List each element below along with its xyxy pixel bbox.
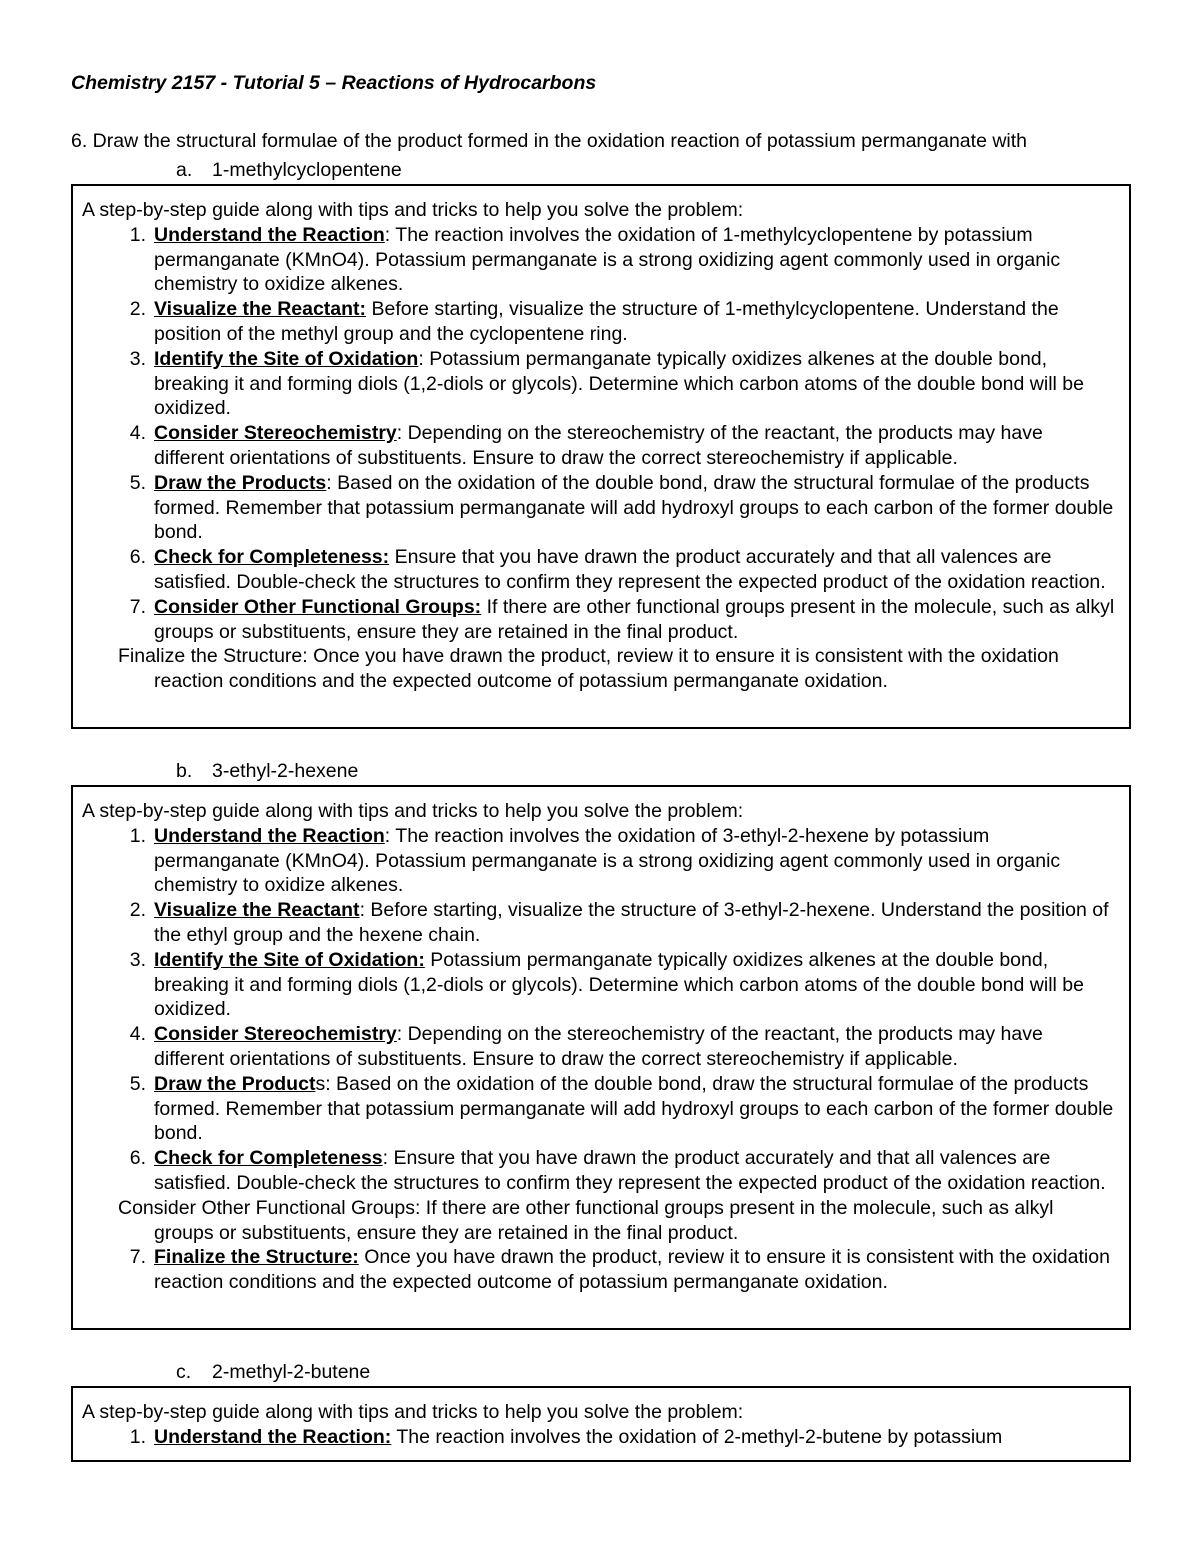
guide-intro: A step-by-step guide along with tips and tricks to help you solve the problem: <box>82 800 744 822</box>
guide-step: 1. Understand the Reaction: The reaction involves the oxidation of 2-methyl-2-butene by potassium <box>129 1425 1003 1448</box>
question-6: 6. Draw the structural formulae of the product formed in the oxidation reaction of potassium permanganate with <box>71 130 1028 152</box>
subquestion-compound: 2-methyl-2-butene <box>212 1361 371 1383</box>
step-term: Visualize the Reactant <box>154 899 360 922</box>
step-text: If there are other functional groups present in the molecule, such as alkyl groups or substituents, ensure they are retained in the final product. <box>154 595 1115 643</box>
step-term: Understand the Reaction <box>154 824 385 847</box>
guide-intro: A step-by-step guide along with tips and tricks to help you solve the problem: <box>82 1401 744 1423</box>
step-text: Once you have drawn the product, review it to ensure it is consistent with the oxidation reaction conditions and the expected outcome of potassium permanganate oxidation. <box>154 1246 1110 1294</box>
step-text: : Based on the oxidation of the double bond, draw the structural formulae of the products formed. Remember that potassium permanganate will add hydroxyl groups to each carbon of the former double bond. <box>154 471 1114 544</box>
guide-step: 2. Visualize the Reactant: Before starting, visualize the structure of 1-methylcyclopentene. Understand the position of the methyl group and the cyclopentene ring. <box>129 298 1059 345</box>
subquestion-compound: 1-methylcyclopentene <box>212 159 402 181</box>
step-term: Identify the Site of Oxidation: <box>154 948 425 971</box>
guide-intro: A step-by-step guide along with tips and tricks to help you solve the problem: <box>82 199 744 221</box>
step-term: Consider Stereochemistry <box>154 1023 397 1046</box>
step-text: The reaction involves the oxidation of 2-methyl-2-butene by potassium <box>391 1425 1003 1448</box>
step-text: : Depending on the stereochemistry of the reactant, the products may have different orientations of substituents. Ensure to draw the correct stereochemistry if applicable. <box>154 422 1043 469</box>
step-term: Visualize the Reactant: <box>154 298 367 321</box>
step-term: Finalize the Structure: <box>154 1246 359 1269</box>
guide-box-c <box>71 1386 1131 1462</box>
step-term: Consider Other Functional Groups: <box>154 595 482 618</box>
step-text: : Ensure that you have drawn the product accurately and that all valences are satisfied. Double-check the structures to confirm they represent the expected product of the oxidation reaction. <box>154 1147 1106 1194</box>
guide-step: 1. Understand the Reaction: The reaction involves the oxidation of 1-methylcyclopentene by potassium permanganate (KMnO4). Potassium permanganate is a strong oxidizing agent commonly used in organic chemistry to oxidize alkenes. <box>129 223 1061 296</box>
subquestion-compound: 3-ethyl-2-hexene <box>212 760 359 782</box>
guide-step: 7. Consider Other Functional Groups: If there are other functional groups present in the molecule, such as alkyl groups or substituents, ensure they are retained in the final product. <box>129 595 1115 643</box>
guide-box-b <box>71 785 1131 1330</box>
guide-box-a <box>71 184 1131 729</box>
step-term: Check for Completeness: <box>154 546 390 569</box>
guide-step: 5. Draw the Products: Based on the oxidation of the double bond, draw the structural formulae of the products formed. Remember that potassium permanganate will add hydroxyl groups to each carbon of the former double bond. <box>129 1072 1114 1145</box>
guide-step: 6. Check for Completeness: Ensure that you have drawn the product accurately and that all valences are satisfied. Double-check the structures to confirm they represent the expected product of the oxidation reaction. <box>129 546 1106 593</box>
document-title: Chemistry 2157 - Tutorial 5 – Reactions of Hydrocarbons <box>71 72 597 94</box>
step-text: : Depending on the stereochemistry of the reactant, the products may have different orientations of substituents. Ensure to draw the correct stereochemistry if applicable. <box>154 1023 1043 1070</box>
step-term: Draw the Products <box>154 471 327 494</box>
step-text: Ensure that you have drawn the product accurately and that all valences are satisfied. Double-check the structures to confirm they represent the expected product of the oxidation reaction. <box>154 546 1106 593</box>
guide-step: 5. Draw the Products: Based on the oxidation of the double bond, draw the structural formulae of the products formed. Remember that potassium permanganate will add hydroxyl groups to each carbon of the former double bond. <box>129 471 1114 544</box>
step-term: Check for Completeness <box>154 1147 383 1170</box>
guide-step: 1. Understand the Reaction: The reaction involves the oxidation of 3-ethyl-2-hexene by potassium permanganate (KMnO4). Potassium permanganate is a strong oxidizing agent commonly used in organic chemistry to oxidize alkenes. <box>129 824 1061 897</box>
guide-middle-note: Consider Other Functional Groups: If there are other functional groups present in the molecule, such as alkyl groups or substituents, ensure they are retained in the final product. <box>118 1196 1054 1244</box>
guide-step: 4. Consider Stereochemistry: Depending on the stereochemistry of the reactant, the products may have different orientations of substituents. Ensure to draw the correct stereochemistry if applicable. <box>129 1023 1043 1070</box>
guide-step: 3. Identify the Site of Oxidation: Potassium permanganate typically oxidizes alkenes at the double bond, breaking it and forming diols (1,2-diols or glycols). Determine which carbon atoms of the double bond will be oxidized. <box>129 347 1084 420</box>
subquestion-letter: c. <box>176 1361 192 1383</box>
step-text: : Potassium permanganate typically oxidizes alkenes at the double bond, breaking it and forming diols (1,2-diols or glycols). Determine which carbon atoms of the double bond will be oxidized. <box>154 347 1084 420</box>
guide-step: 3. Identify the Site of Oxidation: Potassium permanganate typically oxidizes alkenes at the double bond, breaking it and forming diols (1,2-diols or glycols). Determine which carbon atoms of the double bond will be oxidized. <box>129 948 1084 1021</box>
guide-closing: Finalize the Structure: Once you have drawn the product, review it to ensure it is consistent with the oxidation reaction conditions and the expected outcome of potassium permanganate oxidation. <box>118 645 1059 693</box>
step-text: Before starting, visualize the structure of 1-methylcyclopentene. Understand the position of the methyl group and the cyclopentene ring. <box>154 298 1059 345</box>
guide-step: 2. Visualize the Reactant: Before starting, visualize the structure of 3-ethyl-2-hexene. Understand the position of the ethyl group and the hexene chain. <box>129 899 1109 946</box>
step-text: Potassium permanganate typically oxidizes alkenes at the double bond, breaking it and forming diols (1,2-diols or glycols). Determine which carbon atoms of the double bond will be oxidized. <box>154 948 1084 1021</box>
guide-step: 6. Check for Completeness: Ensure that you have drawn the product accurately and that all valences are satisfied. Double-check the structures to confirm they represent the expected product of the oxidation reaction. <box>129 1147 1106 1194</box>
step-text: : Before starting, visualize the structure of 3-ethyl-2-hexene. Understand the position of the ethyl group and the hexene chain. <box>154 899 1109 946</box>
step-term: Consider Stereochemistry <box>154 422 397 445</box>
subquestion-c-label <box>176 1361 370 1384</box>
subquestion-b-label <box>176 760 358 783</box>
step-term: Understand the Reaction <box>154 223 385 246</box>
guide-step: 7. Finalize the Structure: Once you have drawn the product, review it to ensure it is consistent with the oxidation reaction conditions and the expected outcome of potassium permanganate oxidation. <box>129 1246 1110 1294</box>
subquestion-a-label <box>176 159 402 182</box>
guide-step: 4. Consider Stereochemistry: Depending on the stereochemistry of the reactant, the products may have different orientations of substituents. Ensure to draw the correct stereochemistry if applicable. <box>129 422 1043 469</box>
step-term: Draw the Product <box>154 1072 316 1095</box>
step-text: : The reaction involves the oxidation of 3-ethyl-2-hexene by potassium permanganate (KMnO4). Potassium permanganate is a strong oxidizing agent commonly used in organic chemistry to oxidize alkenes. <box>154 824 1061 897</box>
step-text: s: Based on the oxidation of the double bond, draw the structural formulae of the products formed. Remember that potassium permanganate will add hydroxyl groups to each carbon of the former double bond. <box>154 1072 1114 1145</box>
step-text: : The reaction involves the oxidation of 1-methylcyclopentene by potassium permanganate (KMnO4). Potassium permanganate is a strong oxidizing agent commonly used in organic chemistry to oxidize alkenes. <box>154 223 1061 296</box>
step-term: Understand the Reaction: <box>154 1425 392 1448</box>
subquestion-letter: a. <box>176 159 193 181</box>
step-term: Identify the Site of Oxidation <box>154 347 419 370</box>
subquestion-letter: b. <box>176 760 193 782</box>
